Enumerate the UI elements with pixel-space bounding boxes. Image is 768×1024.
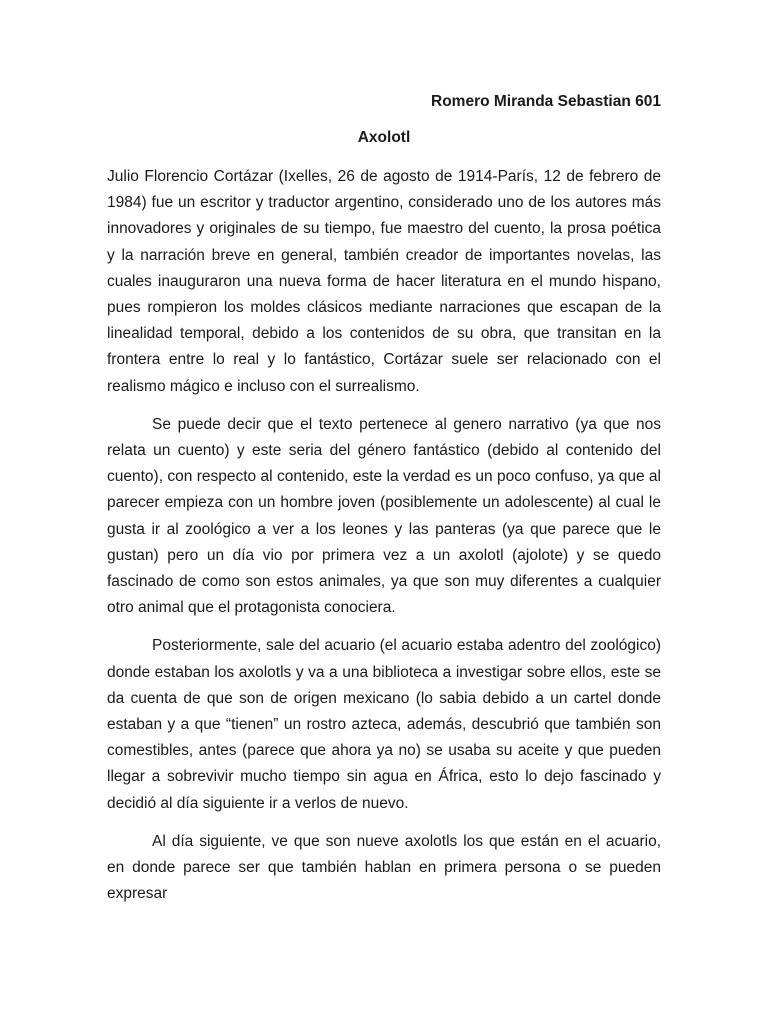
document-body — [107, 164, 661, 907]
author-line: Romero Miranda Sebastian 601 — [431, 93, 661, 110]
paragraph-intro: Julio Florencio Cortázar (Ixelles, 26 de agosto de 1914-París, 12 de febrero de 1984) fue un escritor y traductor argentino, considerado uno de los autores más innovadores y originales de su tiempo, fue maestro del cuento, la prosa poética y la narración breve en general, también creador de importantes novelas, las cuales inauguraron una nueva forma de hacer literatura en el mundo hispano, pues rompieron los moldes clásicos mediante narraciones que escapan de la linealidad temporal, debido a los contenidos de su obra, que transitan en la frontera entre lo real y lo fantástico, Cortázar suele ser relacionado con el realismo mágico e incluso con el surrealismo. — [107, 168, 661, 395]
document-title: Axolotl — [357, 129, 411, 146]
paragraph-library: Posteriormente, sale del acuario (el acuario estaba adentro del zoológico) donde estaban los axolotls y va a una biblioteca a investigar sobre ellos, este se da cuenta de que son de origen mexicano (lo sabia debido a un cartel donde estaban y a que “tienen” un rostro azteca, además, descubrió que también son comestibles, antes (parece que ahora ya no) se usaba su aceite y que pueden llegar a sobrevivir mucho tiempo sin agua en África, esto lo dejo fascinado y decidió al día siguiente ir a verlos de nuevo. — [107, 637, 661, 812]
paragraph-next-day: Al día siguiente, ve que son nueve axolotls los que están en el acuario, en donde parece ser que también hablan en primera persona o se pueden expresar — [107, 832, 661, 903]
paragraph-genre: Se puede decir que el texto pertenece al genero narrativo (ya que nos relata un cuento) y este seria del género fantástico (debido al contenido del cuento), con respecto al contenido, este la verdad es un poco confuso, ya que al parecer empieza con un hombre joven (posiblemente un adolescente) al cual le gusta ir al zoológico a ver a los leones y las panteras (ya que parece que le gustan) pero un día vio por primera vez a un axolotl (ajolote) y se quedo fascinado de como son estos animales, ya que son muy diferentes a cualquier otro animal que el protagonista conociera. — [107, 415, 661, 617]
